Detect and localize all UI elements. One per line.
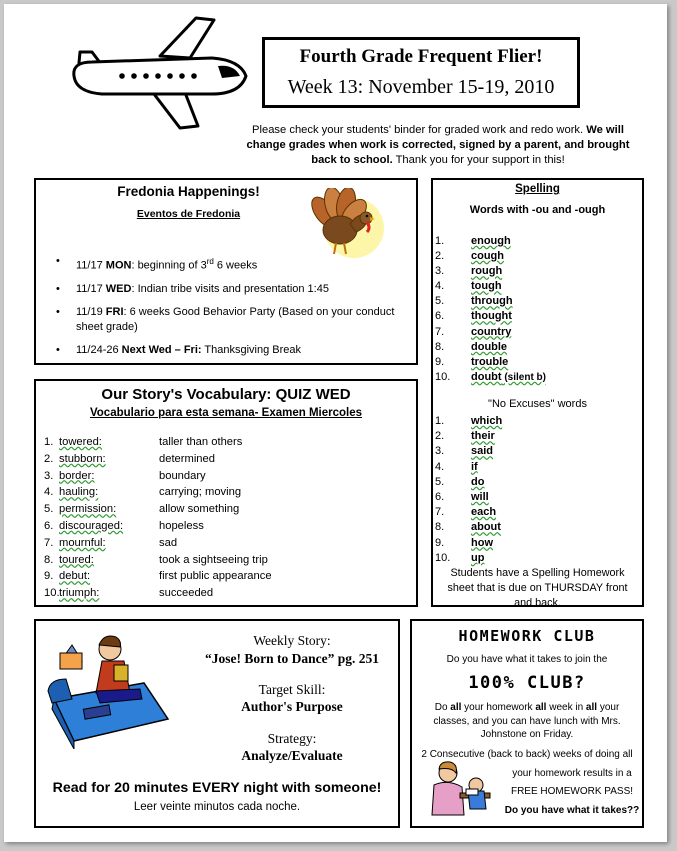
vocab-word: triumph: — [59, 587, 100, 600]
no-excuses-word: their — [471, 430, 495, 443]
homework-pass-line-1: 2 Consecutive (back to back) weeks of doing all — [421, 749, 633, 760]
happenings-section — [34, 178, 418, 365]
weekly-story-label: Weekly Story: — [253, 633, 331, 648]
spelling-row — [435, 371, 635, 386]
list-item: • 11/19 FRI: 6 weeks Good Behavior Party (Based on your conduct sheet grade) — [52, 305, 412, 335]
no-excuses-number: 1. — [435, 415, 445, 427]
vocab-word: hauling: — [59, 486, 99, 499]
vocab-definition: taller than others — [159, 436, 243, 448]
spelling-word: cough — [471, 250, 504, 263]
spelling-row — [435, 341, 635, 356]
no-excuses-number: 5. — [435, 475, 445, 488]
title-box — [262, 37, 580, 108]
vocab-word: discouraged: — [59, 519, 124, 532]
vocab-number: 5. — [44, 503, 54, 516]
no-excuses-title: "No Excuses" words — [488, 398, 587, 410]
homework-club-section — [410, 619, 644, 828]
vocabulary-row — [44, 436, 404, 453]
spelling-word: thought — [471, 310, 512, 323]
weekly-story-section — [34, 619, 400, 828]
spelling-number: 7. — [435, 325, 445, 338]
teacher-student-illustration — [426, 759, 498, 817]
no-excuses-word: up — [471, 551, 485, 564]
spelling-word: double — [471, 340, 508, 353]
vocab-definition: boundary — [159, 469, 206, 482]
intro-text-2: Thank you for your support in this! — [395, 154, 565, 166]
spelling-word: doubt (silent b) — [471, 370, 546, 383]
vocab-definition: carrying; moving — [159, 486, 242, 499]
no-excuses-row — [435, 552, 635, 567]
no-excuses-row — [435, 521, 635, 536]
spelling-number: 9. — [435, 355, 445, 368]
no-excuses-row — [435, 430, 635, 445]
newsletter-title: Fourth Grade Frequent Flier! — [299, 46, 543, 67]
spelling-word: enough — [471, 235, 511, 247]
no-excuses-word: which — [471, 415, 503, 427]
spelling-row — [435, 250, 635, 265]
target-skill: Author's Purpose — [241, 699, 343, 714]
reading-note: Read for 20 minutes EVERY night with someone! — [52, 780, 382, 796]
vocabulary-row — [44, 537, 404, 554]
spelling-row — [435, 280, 635, 295]
intro-text-1: Please check your students' binder for graded work and redo work. — [252, 124, 584, 136]
homework-club-details: Do all your homework all week in all your classes, and you can have lunch with Mrs. Johnstone on Friday. — [433, 702, 621, 740]
vocabulary-row — [44, 470, 404, 487]
vocab-definition: succeeded — [159, 587, 214, 600]
no-excuses-word: how — [471, 536, 493, 549]
vocab-word: permission: — [59, 503, 117, 516]
hundred-percent-club: 100% CLUB? — [468, 673, 586, 693]
vocab-number: 6. — [44, 519, 54, 532]
spelling-number: 4. — [435, 280, 445, 293]
vocab-definition: allow something — [159, 503, 240, 516]
no-excuses-word: will — [471, 490, 489, 503]
spelling-row — [435, 265, 635, 280]
no-excuses-row — [435, 461, 635, 476]
vocab-word: border: — [59, 469, 95, 482]
strategy-label: Strategy: — [267, 731, 317, 746]
no-excuses-word: about — [471, 521, 501, 534]
spelling-row — [435, 310, 635, 325]
no-excuses-row — [435, 506, 635, 521]
no-excuses-row — [435, 445, 635, 460]
spelling-number: 3. — [435, 265, 445, 278]
vocab-number: 8. — [44, 553, 54, 566]
spelling-homework-note: Students have a Spelling Homework sheet that is due on THURSDAY front and back. — [447, 567, 628, 609]
vocabulary-row — [44, 554, 404, 571]
no-excuses-row — [435, 415, 635, 430]
happenings-subtitle: Eventos de Fredonia — [136, 208, 241, 220]
vocab-definition: hopeless — [159, 519, 204, 532]
spelling-section — [431, 178, 644, 607]
vocab-number: 3. — [44, 469, 54, 482]
vocab-word: towered: — [59, 436, 102, 448]
vocab-definition: first public appearance — [159, 570, 272, 583]
spelling-row — [435, 356, 635, 371]
happenings-title: Fredonia Happenings! — [117, 184, 260, 199]
vocabulary-section — [34, 379, 418, 607]
intro-text-bold: We will change grades when work is corrected, signed by a parent, and brought back to school. — [246, 124, 630, 166]
vocabulary-row — [44, 570, 404, 587]
spelling-row — [435, 326, 635, 341]
vocab-number: 7. — [44, 536, 54, 549]
homework-pass-line-3: FREE HOMEWORK PASS! — [510, 786, 634, 797]
target-skill-label: Target Skill: — [258, 682, 326, 697]
vocabulary-subtitle: Vocabulario para esta semana- Examen Miercoles — [89, 407, 363, 419]
weekly-story-title: “Jose! Born to Dance” pg. 251 — [205, 651, 379, 666]
spelling-word: country — [471, 325, 512, 338]
homework-club-closing: Do you have what it takes?? — [504, 805, 640, 816]
vocab-definition: sad — [159, 536, 178, 549]
spelling-title: Spelling — [515, 183, 560, 195]
list-item: • 11/17 WED: Indian tribe visits and presentation 1:45 — [52, 282, 412, 297]
no-excuses-word: said — [471, 445, 494, 458]
homework-club-question: Do you have what it takes to join the — [446, 654, 608, 665]
vocabulary-title: Our Story's Vocabulary: QUIZ WED — [101, 386, 351, 403]
no-excuses-number: 4. — [435, 460, 445, 473]
no-excuses-number: 10. — [435, 551, 451, 564]
no-excuses-word: if — [471, 460, 478, 473]
turkey-icon — [304, 188, 384, 260]
no-excuses-number: 7. — [435, 506, 445, 519]
vocab-number: 4. — [44, 486, 54, 499]
vocab-number: 1. — [44, 436, 54, 448]
intro-paragraph — [242, 123, 634, 168]
list-item: • 11/24-26 Next Wed – Fri: Thanksgiving Break — [52, 343, 412, 358]
vocab-word: stubborn: — [59, 452, 106, 465]
no-excuses-word: each — [471, 506, 497, 519]
no-excuses-list — [435, 415, 635, 567]
vocab-word: toured: — [59, 553, 94, 566]
spelling-number: 6. — [435, 310, 445, 323]
vocabulary-row — [44, 503, 404, 520]
no-excuses-number: 6. — [435, 490, 445, 503]
vocab-number: 2. — [44, 452, 54, 465]
airplane-illustration — [62, 12, 252, 132]
spelling-number: 1. — [435, 235, 445, 247]
spelling-row — [435, 235, 635, 250]
vocab-word: debut: — [59, 570, 91, 583]
spelling-row — [435, 295, 635, 310]
list-item: • 11/17 MON: beginning of 3rd 6 weeks — [52, 254, 412, 274]
spelling-word: through — [471, 295, 513, 308]
spelling-number: 8. — [435, 340, 445, 353]
vocab-number: 10. — [44, 587, 60, 600]
homework-pass-line-2: your homework results in a — [512, 768, 632, 779]
no-excuses-row — [435, 537, 635, 552]
no-excuses-row — [435, 476, 635, 491]
spelling-number: 5. — [435, 295, 445, 308]
vocab-number: 9. — [44, 570, 54, 583]
vocabulary-row — [44, 453, 404, 470]
week-dates: Week 13: November 15-19, 2010 — [287, 76, 555, 98]
no-excuses-word: do — [471, 475, 485, 488]
no-excuses-number: 3. — [435, 445, 445, 458]
vocabulary-row — [44, 486, 404, 503]
strategy: Analyze/Evaluate — [241, 748, 343, 763]
spelling-subtitle: Words with -ou and -ough — [469, 204, 606, 216]
spelling-word: trouble — [471, 355, 509, 368]
spelling-word: rough — [471, 265, 503, 278]
vocab-definition: took a sightseeing trip — [159, 553, 268, 566]
vocab-word: mournful: — [59, 536, 106, 549]
no-excuses-row — [435, 491, 635, 506]
spelling-number: 10. — [435, 370, 451, 383]
no-excuses-number: 8. — [435, 521, 445, 534]
homework-club-title: HOMEWORK CLUB — [458, 627, 596, 645]
spelling-list — [435, 235, 635, 386]
vocabulary-row — [44, 520, 404, 537]
no-excuses-number: 9. — [435, 536, 445, 549]
vocabulary-list — [44, 436, 404, 604]
newsletter-page — [4, 4, 667, 842]
spelling-number: 2. — [435, 250, 445, 263]
no-excuses-number: 2. — [435, 430, 445, 443]
vocab-definition: determined — [159, 452, 215, 465]
reading-boy-illustration — [44, 629, 174, 749]
reading-note-spanish: Leer veinte minutos cada noche. — [133, 801, 301, 813]
happenings-list — [52, 254, 412, 366]
spelling-word: tough — [471, 280, 502, 293]
vocabulary-row — [44, 587, 404, 604]
